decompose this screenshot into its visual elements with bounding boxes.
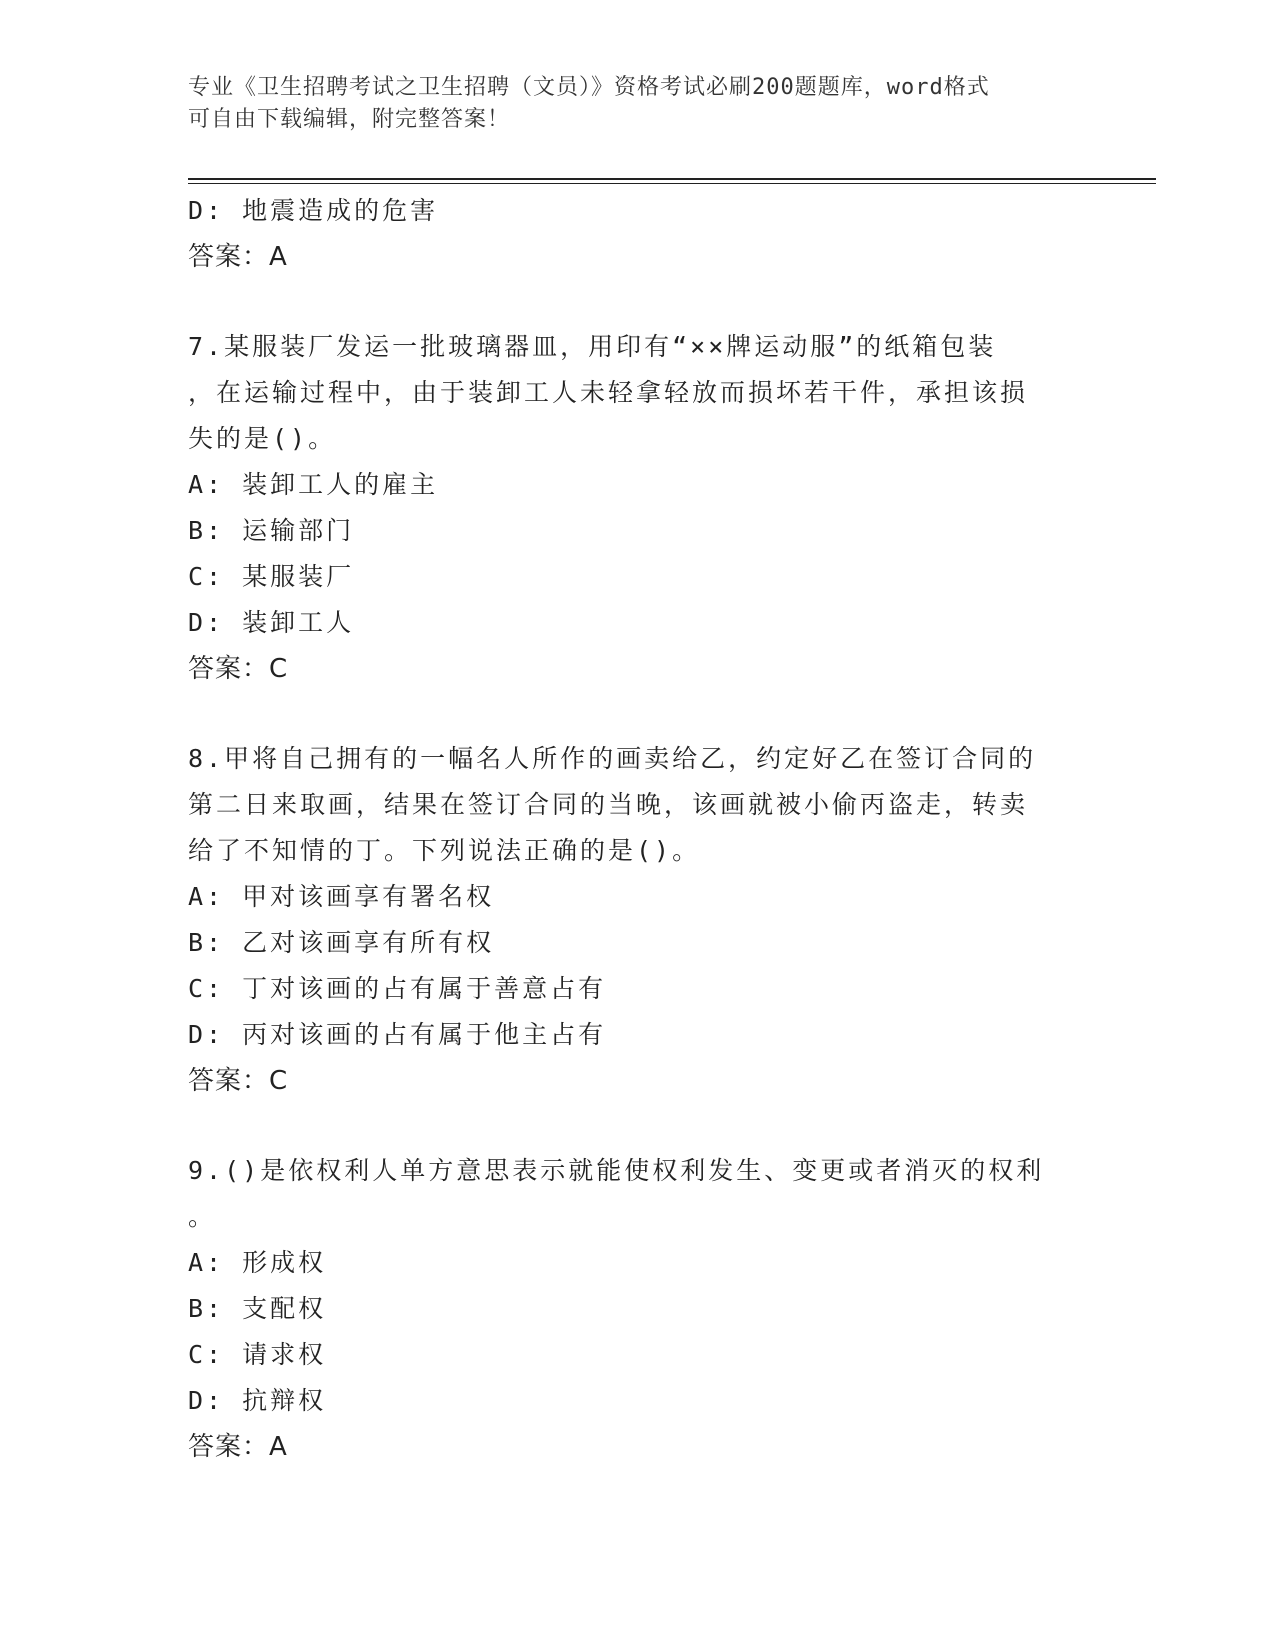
question-stem-line: 给了不知情的丁。下列说法正确的是()。 bbox=[188, 836, 701, 865]
option-a: A: 装卸工人的雇主 bbox=[188, 470, 439, 499]
option-c: C: 某服装厂 bbox=[188, 562, 355, 591]
header-line-2: 可自由下载编辑，附完整答案！ bbox=[188, 107, 511, 132]
option-a: A: 甲对该画享有署名权 bbox=[188, 882, 495, 911]
question-stem bbox=[188, 324, 1068, 462]
answer-label: 答案：C bbox=[188, 654, 289, 684]
header-line-1: 专业《卫生招聘考试之卫生招聘（文员）》资格考试必刷200题题库，word格式 bbox=[188, 75, 990, 100]
question-stem-line: 失的是()。 bbox=[188, 424, 337, 453]
question-stem-line: 8.甲将自己拥有的一幅名人所作的画卖给乙，约定好乙在签订合同的 bbox=[188, 744, 1037, 773]
page-header bbox=[188, 72, 1068, 136]
question-stem-line: 9.()是依权利人单方意思表示就能使权利发生、变更或者消灭的权利 bbox=[188, 1156, 1045, 1185]
option-b: B: 运输部门 bbox=[188, 516, 355, 545]
option-d: D: 丙对该画的占有属于他主占有 bbox=[188, 1020, 607, 1049]
option-b: B: 乙对该画享有所有权 bbox=[188, 928, 495, 957]
option-d: D: 地震造成的危害 bbox=[188, 196, 439, 225]
option-c: C: 丁对该画的占有属于善意占有 bbox=[188, 974, 607, 1003]
question-stem-line: 7.某服装厂发运一批玻璃器皿，用印有“××牌运动服”的纸箱包装 bbox=[188, 332, 997, 361]
question-7 bbox=[188, 324, 1068, 692]
header-divider-thick bbox=[188, 178, 1156, 180]
question-stem-line: 。 bbox=[188, 1202, 217, 1231]
question-8 bbox=[188, 736, 1068, 1104]
question-list bbox=[188, 188, 1068, 1470]
question-9 bbox=[188, 1148, 1068, 1470]
question-stem bbox=[188, 736, 1068, 874]
question-stem-line: 第二日来取画，结果在签订合同的当晚，该画就被小偷丙盗走，转卖 bbox=[188, 790, 1029, 819]
option-b: B: 支配权 bbox=[188, 1294, 327, 1323]
question-stem bbox=[188, 1148, 1068, 1240]
answer-label: 答案：A bbox=[188, 1432, 288, 1462]
option-a: A: 形成权 bbox=[188, 1248, 327, 1277]
option-c: C: 请求权 bbox=[188, 1340, 327, 1369]
question-previous bbox=[188, 188, 1068, 280]
answer-label: 答案：A bbox=[188, 242, 288, 272]
header-divider-thin bbox=[188, 183, 1156, 184]
answer-label: 答案：C bbox=[188, 1066, 289, 1096]
question-stem-line: ，在运输过程中，由于装卸工人未轻拿轻放而损坏若干件，承担该损 bbox=[188, 378, 1029, 407]
option-d: D: 抗辩权 bbox=[188, 1386, 327, 1415]
option-d: D: 装卸工人 bbox=[188, 608, 355, 637]
